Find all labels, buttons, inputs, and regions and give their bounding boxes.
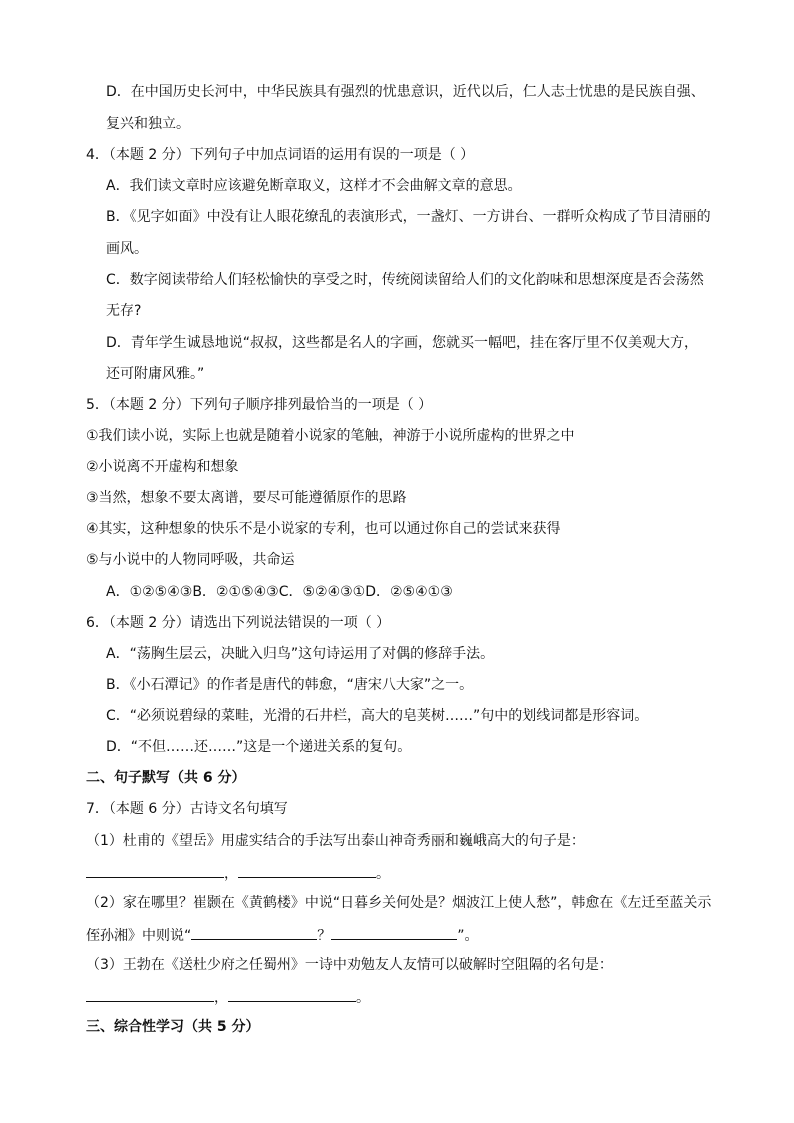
q6-option-d: D．“不但……还……”这是一个递进关系的复句。 (106, 739, 412, 755)
answer-blank[interactable] (331, 924, 457, 940)
q6-stem: 6．（本题 2 分）请选出下列说法错误的一项（ ） (86, 615, 391, 631)
answer-blank[interactable] (86, 986, 214, 1002)
q7-part-3-prompt: （3）王勃在《送杜少府之任蜀州》一诗中劝勉友人友情可以破解时空阻隔的名句是： (86, 957, 613, 973)
q7-part-1-answer-line (86, 862, 390, 882)
q6-option-c: C．“必须说碧绿的菜畦，光滑的石井栏，高大的皂荚树……”句中的划线词都是形容词。 (106, 708, 649, 724)
q4-option-b-line1: B．《见字如面》中没有让人眼花缭乱的表演形式，一盏灯、一方讲台、一群听众构成了节目清丽的 (106, 209, 711, 225)
q5-sentence-3: ③当然，想象不要太离谱，要尽可能遵循原作的思路 (86, 490, 407, 506)
q7-stem: 7．（本题 6 分）古诗文名句填写 (86, 801, 288, 817)
end-punct: 。 (356, 990, 370, 1006)
separator: ？ (317, 928, 332, 944)
answer-blank[interactable] (86, 862, 224, 878)
q3-option-d-line2: 复兴和独立。 (106, 116, 190, 132)
q4-option-d-line1: D．青年学生诚恳地说“叔叔，这些都是名人的字画，您就买一幅吧，挂在客厅里不仅美观大方， (106, 335, 699, 351)
section-3-heading: 三、综合性学习（共 5 分） (86, 1019, 260, 1035)
q5-sentence-4: ④其实，这种想象的快乐不是小说家的专利，也可以通过你自己的尝试来获得 (86, 521, 561, 537)
q7-part-3-answer-line (86, 986, 370, 1006)
q4-option-b-line2: 画风。 (106, 241, 148, 257)
separator: ， (214, 990, 228, 1006)
q3-option-d-line1: D．在中国历史长河中，中华民族具有强烈的忧患意识，近代以后，仁人志士忧患的是民族自强、 (106, 84, 705, 100)
answer-blank[interactable] (191, 924, 317, 940)
answer-blank[interactable] (238, 862, 376, 878)
q5-stem: 5．（本题 2 分）下列句子顺序排列最恰当的一项是（ ） (86, 397, 433, 413)
q6-option-a: A．“荡胸生层云，决眦入归鸟”这句诗运用了对偶的修辞手法。 (106, 646, 495, 662)
q4-option-c-line1: C．数字阅读带给人们轻松愉快的享受之时，传统阅读留给人们的文化韵味和思想深度是否会荡然 (106, 272, 704, 288)
q5-sentence-1: ①我们读小说，实际上也就是随着小说家的笔触，神游于小说所虚构的世界之中 (86, 428, 575, 444)
end-punct: ”。 (457, 928, 479, 944)
q5-sentence-2: ②小说离不开虚构和想象 (86, 459, 239, 475)
q6-option-b: B．《小石潭记》的作者是唐代的韩愈，“唐宋八大家”之一。 (106, 677, 474, 693)
prefix-text: 侄孙湘》中则说“ (86, 928, 192, 944)
section-2-heading: 二、句子默写（共 6 分） (86, 770, 246, 786)
answer-blank[interactable] (228, 986, 356, 1002)
q4-stem: 4．（本题 2 分）下列句子中加点词语的运用有误的一项是（ ） (86, 147, 475, 163)
q5-sentence-5: ⑤与小说中的人物同呼吸，共命运 (86, 552, 295, 568)
q4-option-a: A．我们读文章时应该避免断章取义，这样才不会曲解文章的意思。 (106, 178, 522, 194)
q7-part-2-prompt: （2）家在哪里？崔颢在《黄鹤楼》中说“日暮乡关何处是？烟波江上使人愁”，韩愈在《左迁至蓝关示 (86, 895, 712, 911)
q7-part-2-answer-line (86, 924, 479, 944)
q5-options: A．①②⑤④③B．②①⑤④③C．⑤②④③①D．②⑤④①③ (106, 584, 453, 600)
q7-part-1-prompt: （1）杜甫的《望岳》用虚实结合的手法写出泰山神奇秀丽和巍峨高大的句子是： (86, 833, 585, 849)
separator: ， (224, 866, 238, 882)
q4-option-d-line2: 还可附庸风雅。” (106, 366, 205, 382)
q4-option-c-line2: 无存? (106, 303, 142, 319)
end-punct: 。 (376, 866, 390, 882)
